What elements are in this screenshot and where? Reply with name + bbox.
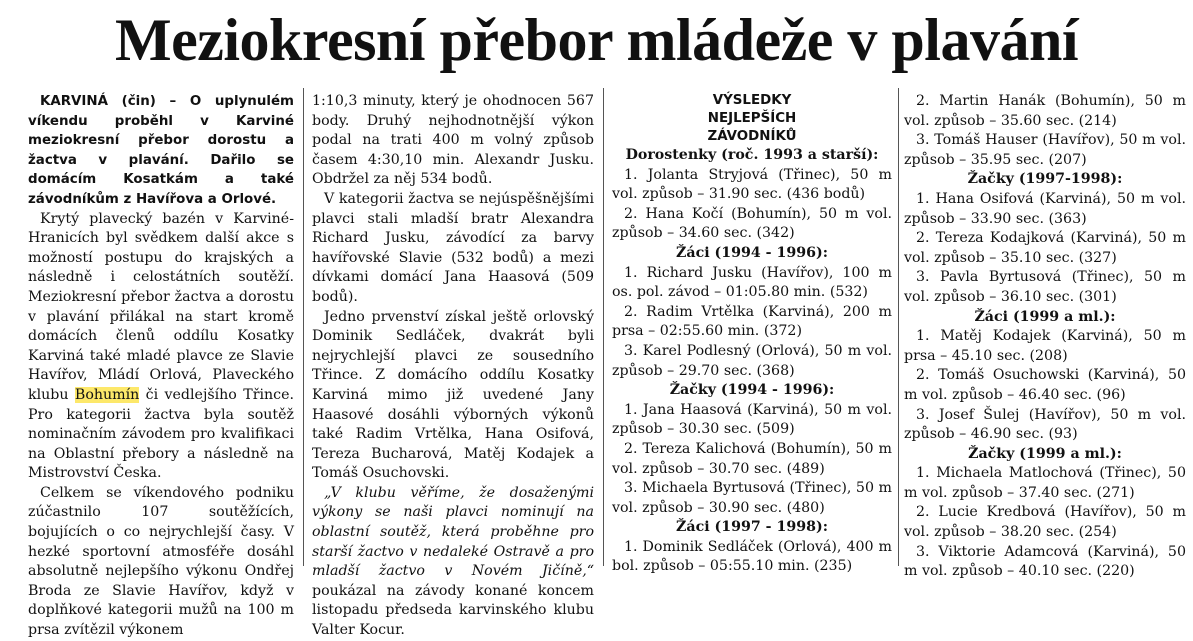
headline: Meziokresní přebor mládeže v plavání [114, 7, 1079, 73]
result-item: 1. Michaela Matlochová (Třinec), 50 m vol. způsob – 37.40 sec. (271) [904, 465, 1186, 501]
column-4 [904, 92, 1186, 582]
result-item: 3. Viktorie Adamcová (Karviná), 50 m vol. způsob – 40.10 sec. (220) [904, 543, 1186, 580]
result-item: 1. Jana Haasová (Karviná), 50 m vol. způsob – 30.30 sec. (509) [612, 401, 892, 438]
result-item: 2. Tereza Kodajková (Karviná), 50 m vol. způsob – 35.10 sec. (327) [904, 230, 1186, 266]
category-heading: Žáci (1994 - 1996): [676, 244, 828, 261]
result-item: 3. Michaela Byrtusová (Třinec), 50 m vol. způsob – 30.90 sec. (480) [612, 480, 892, 516]
paragraph-continued: 1:10,3 minuty, který je ohodnocen 567 body. Druhý nejhodnotnější výkon podal na trati 400 m volný způsob časem 4:30,10 min. Alexandr Jusku. Obdržel za něj 534 bodů. [312, 93, 594, 188]
column-3 [612, 92, 892, 577]
results-heading: NEJLEPŠÍCH [707, 111, 797, 126]
paragraph [28, 210, 294, 484]
text-span: Krytý plavecký bazén v Karviné-Hranicích byl svědkem další akce s možností postupu do krajských a následně i celostátních soutěží. Meziokresní přebor žactva a dorostu v plavání přilákal na start kromě domácích členů oddílu Kosatky Karviná také mladé plavce ze Slavie Havířov, Mládí Orlová, Plaveckého klubu [28, 210, 294, 403]
highlighted-word: Bohumín [74, 386, 140, 403]
category-heading: Dorostenky (roč. 1993 a starší): [625, 147, 879, 163]
category-heading: Žáci (1997 - 1998): [676, 519, 828, 536]
column-divider [303, 88, 304, 566]
article-lead: KARVINÁ (čin) – O uplynulém víkendu proběhl v Karviné meziokresní přebor dorostu a žactva v plavání. Dařilo se domácím Kosatkám a také závodníkům z Havířova a Orlové. [28, 94, 294, 207]
column-divider [898, 88, 899, 566]
result-item: 3. Karel Podlesný (Orlová), 50 m vol. způsob – 29.70 sec. (368) [612, 342, 892, 379]
result-item: 2. Tereza Kalichová (Bohumín), 50 m vol. způsob – 30.70 sec. (489) [612, 440, 892, 477]
result-item: 2. Tomáš Osuchowski (Karviná), 50 m vol. způsob – 46.40 sec. (96) [904, 367, 1186, 403]
column-1 [28, 92, 294, 641]
category-heading: Žáci (1999 a ml.): [974, 308, 1116, 325]
results-heading: ZÁVODNÍKŮ [707, 129, 797, 144]
result-item: 3. Tomáš Hauser (Havířov), 50 m vol. způsob – 35.95 sec. (207) [904, 132, 1186, 168]
text-span: poukázal na závody konané koncem listopadu předseda karvinského klubu Valter Kocur. [312, 582, 594, 639]
result-item: 3. Josef Šulej (Havířov), 50 m vol. způsob – 46.90 sec. (93) [904, 406, 1186, 443]
quote-paragraph [312, 484, 594, 641]
result-item: 1. Dominik Sedláček (Orlová), 400 m bol. způsob – 05:55.10 min. (235) [612, 538, 892, 575]
result-item: 2. Hana Kočí (Bohumín), 50 m vol. způsob – 34.60 sec. (342) [612, 205, 892, 242]
column-2 [312, 92, 594, 641]
result-item: 1. Richard Jusku (Havířov), 100 m os. pol. závod – 01:05.80 min. (532) [612, 264, 892, 301]
result-item: 1. Matěj Kodajek (Karviná), 50 m prsa – 45.10 sec. (208) [904, 328, 1186, 364]
category-heading: Žačky (1997-1998): [967, 171, 1123, 188]
result-item: 2. Radim Vrtělka (Karviná), 200 m prsa – 02:55.60 min. (372) [612, 303, 892, 340]
results-heading: VÝSLEDKY [712, 93, 792, 108]
category-heading: Žačky (1994 - 1996): [669, 382, 835, 399]
paragraph: Celkem se víkendového podniku zúčastnilo 107 soutěžících, bojujících o co nejrychlejší časy. V hezké sportovní atmosféře dosáhl absolutně nejlepšího výkonu Ondřej Broda ze Slavie Havířov, když v doplňkové kategorii mužů na 100 m prsa zvítězil výkonem [28, 484, 294, 639]
paragraph: V kategorii žactva se nejúspěšnějšími plavci stali mladší bratr Alexandra Richard Jusku, závodící za barvy havířovské Slavie (532 bodů) a mezi dívkami domácí Jana Haasová (509 bodů). [312, 190, 594, 305]
text-span: či vedlejšího Třince. Pro kategorii žactva byla soutěž nominačním závodem pro kvalifikaci na Oblastní přebory a následně na Mistrovství Česka. [28, 386, 294, 482]
result-item: 2. Martin Hanák (Bohumín), 50 m vol. způsob – 35.60 sec. (214) [904, 93, 1186, 129]
result-item: 3. Pavla Byrtusová (Třinec), 50 m vol. způsob – 36.10 sec. (301) [904, 269, 1186, 305]
column-divider [603, 88, 604, 566]
result-item: 1. Jolanta Stryjová (Třinec), 50 m vol. způsob – 31.90 sec. (436 bodů) [612, 166, 892, 203]
category-heading: Žačky (1999 a ml.): [968, 445, 1122, 462]
result-item: 1. Hana Osifová (Karviná), 50 m vol. způsob – 33.90 sec. (363) [904, 190, 1186, 227]
result-item: 2. Lucie Kredbová (Havířov), 50 m vol. způsob – 38.20 sec. (254) [904, 504, 1186, 541]
paragraph: Jedno prvenství získal ještě orlovský Dominik Sedláček, dvakrát byli nejrychlejší plavci ze sousedního Třince. Z domácího oddílu Kosatky Karviná mimo již uvedené Jany Haasové dosáhli výborných výkonů také Radim Vrtělka, Hana Osifová, Tereza Bucharová, Matěj Kodajek a Tomáš Osuchovski. [312, 308, 594, 482]
quote: „V klubu věříme, že dosaženými výkony se naši plavci nominují na oblastní soutěž, která proběhne pro starší žactvo v nedaleké Ostravě a pro mladší žactvo v Novém Jičíně,“ [312, 484, 594, 580]
